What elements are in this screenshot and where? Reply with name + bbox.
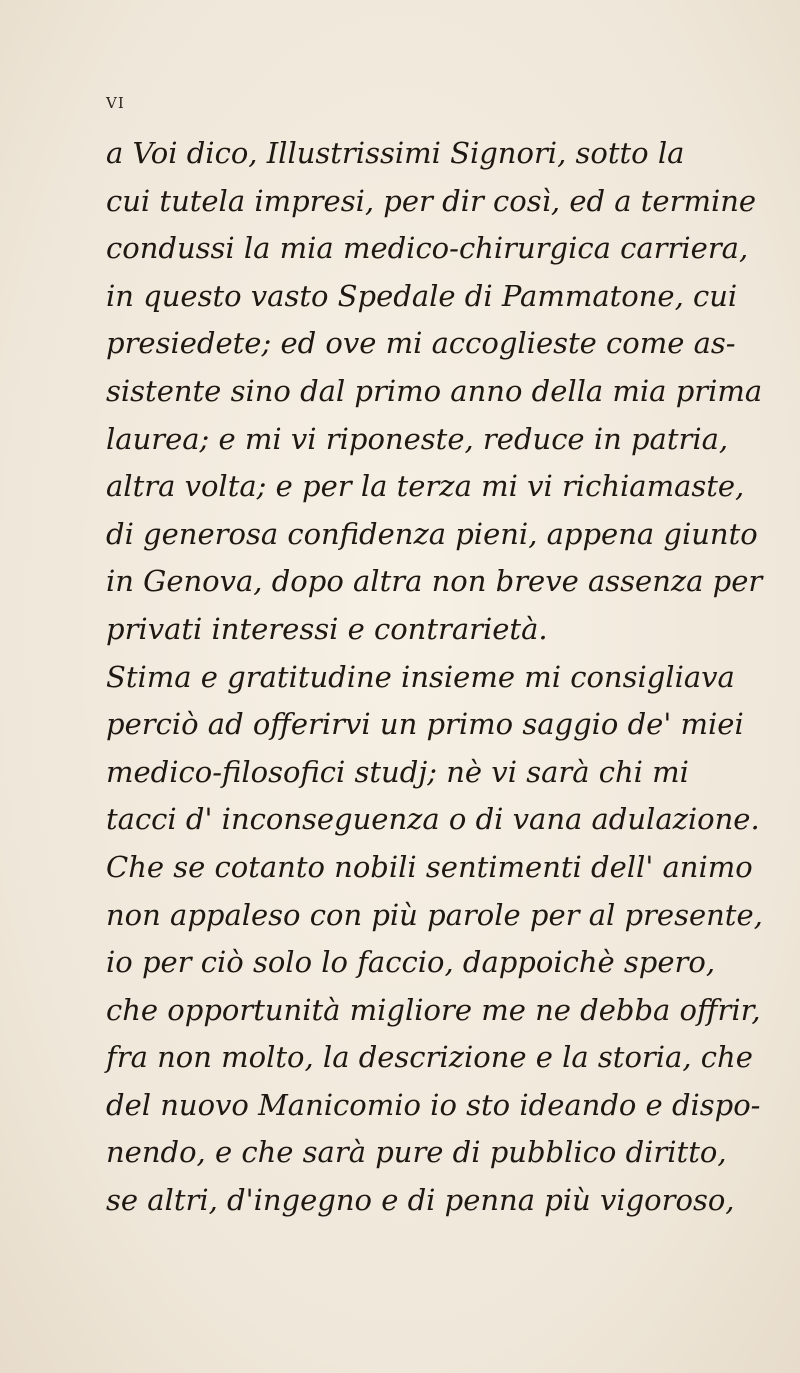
- text-line: perciò ad offerirvi un primo saggio de' miei: [106, 707, 744, 742]
- text-line: in questo vasto Spedale di Pammatone, cui: [106, 278, 738, 313]
- text-line: medico-filosofici studj; nè vi sarà chi mi: [106, 754, 689, 789]
- body-text: [106, 130, 776, 1225]
- text-line: cui tutela impresi, per dir così, ed a termine: [106, 183, 757, 218]
- text-line: laurea; e mi vi riponeste, reduce in patria,: [106, 421, 729, 456]
- text-line: io per ciò solo lo faccio, dappoichè spero,: [106, 945, 716, 980]
- text-line: condussi la mia medico-chirurgica carriera,: [106, 231, 749, 266]
- text-line: nendo, e che sarà pure di pubblico diritto,: [106, 1135, 727, 1170]
- text-line: a Voi dico, Illustrissimi Signori, sotto la: [106, 136, 685, 170]
- text-line: Che se cotanto nobili sentimenti dell' animo: [106, 849, 753, 884]
- text-line: in Genova, dopo altra non breve assenza per: [106, 564, 763, 599]
- text-line: presiedete; ed ove mi accoglieste come as-: [106, 326, 736, 361]
- text-line: che opportunità migliore me ne debba offrir,: [106, 992, 761, 1027]
- text-line: se altri, d'ingegno e di penna più vigoroso,: [106, 1183, 735, 1218]
- text-line: sistente sino dal primo anno della mia prima: [106, 373, 763, 408]
- page-number: VI: [106, 94, 125, 112]
- text-line: di generosa confidenza pieni, appena giunto: [106, 516, 758, 551]
- text-line: Stima e gratitudine insieme mi consigliava: [106, 659, 735, 694]
- text-line: tacci d' inconseguenza o di vana adulazione.: [106, 802, 760, 837]
- text-line: privati interessi e contrarietà.: [106, 611, 548, 646]
- text-line: del nuovo Manicomio io sto ideando e dispo-: [106, 1087, 761, 1122]
- text-line: non appaleso con più parole per al presente,: [106, 897, 763, 932]
- text-line: fra non molto, la descrizione e la storia, che: [106, 1040, 753, 1075]
- text-line: altra volta; e per la terza mi vi richiamaste,: [106, 469, 745, 504]
